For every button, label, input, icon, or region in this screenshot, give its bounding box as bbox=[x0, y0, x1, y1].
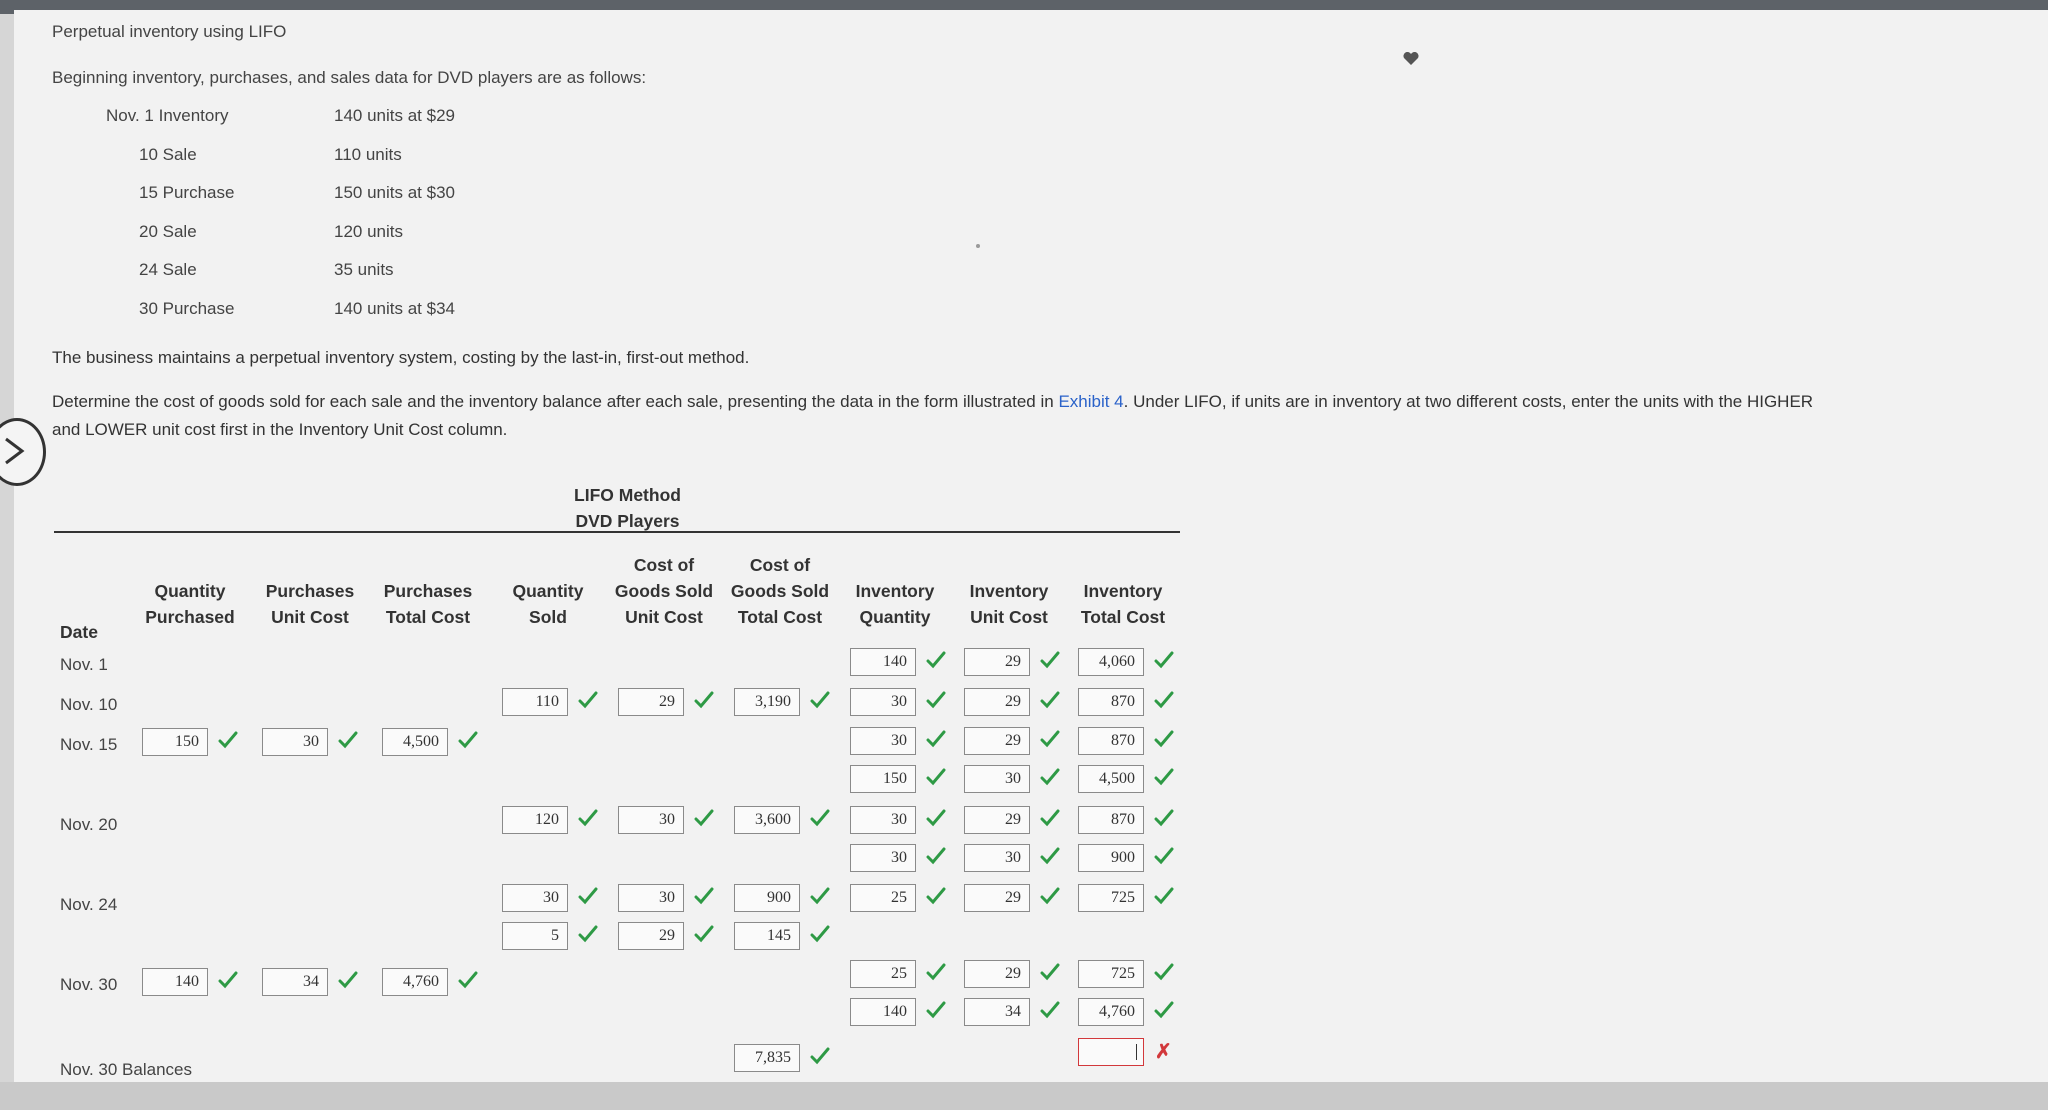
heart-icon bbox=[1402, 52, 1420, 66]
header-inventory-quantity: Inventory Quantity bbox=[855, 581, 935, 627]
data-value: 120 units bbox=[334, 221, 403, 241]
data-value: 150 units at $30 bbox=[334, 183, 455, 202]
nov30-purch-unit-input[interactable]: 34 bbox=[262, 968, 328, 996]
nov20-inv-total-a-input[interactable]: 870 bbox=[1078, 806, 1144, 834]
header-qty-purchased: Quantity Purchased bbox=[145, 581, 235, 627]
check-icon bbox=[926, 1000, 946, 1020]
check-icon bbox=[694, 808, 714, 828]
nov15-purch-total-input[interactable]: 4,500 bbox=[382, 728, 448, 756]
instructions-text: . Under LIFO, if units are in inventory at two different costs, enter the units with the HIGHER bbox=[1123, 392, 1814, 411]
data-label: 10 Sale bbox=[139, 144, 197, 164]
nov30-inv-total-a-input[interactable]: 725 bbox=[1078, 960, 1144, 988]
header-cogs-total-cost: Cost of Goods Sold Total Cost bbox=[730, 555, 830, 627]
check-icon bbox=[694, 924, 714, 944]
nov24-sold-qty-a-input[interactable]: 30 bbox=[502, 884, 568, 912]
nov15-inv-qty-a-input[interactable]: 30 bbox=[850, 727, 916, 755]
header-date: Date bbox=[60, 622, 98, 642]
data-label: 30 Purchase bbox=[139, 298, 235, 318]
check-icon bbox=[1040, 729, 1060, 749]
nov20-inv-qty-a-input[interactable]: 30 bbox=[850, 806, 916, 834]
data-label: 20 Sale bbox=[139, 221, 197, 241]
nov15-inv-unit-a-input[interactable]: 29 bbox=[964, 727, 1030, 755]
bal-cogs-total-input[interactable]: 7,835 bbox=[734, 1044, 800, 1072]
chevron-right-icon bbox=[3, 437, 27, 465]
check-icon bbox=[926, 846, 946, 866]
nov20-inv-unit-b-input[interactable]: 30 bbox=[964, 844, 1030, 872]
row-label-nov15: Nov. 15 bbox=[60, 735, 118, 754]
data-label: 24 Sale bbox=[139, 260, 197, 279]
header-rule bbox=[54, 531, 1180, 533]
nov10-inv-qty-input[interactable]: 30 bbox=[850, 688, 916, 716]
nov15-inv-unit-b-input[interactable]: 30 bbox=[964, 765, 1030, 793]
check-icon bbox=[1040, 808, 1060, 828]
nov30-inv-total-b-input[interactable]: 4,760 bbox=[1078, 998, 1144, 1026]
nov20-cogs-total-input[interactable]: 3,600 bbox=[734, 806, 800, 834]
problem-title: Perpetual inventory using LIFO bbox=[52, 22, 287, 41]
data-value: 110 units bbox=[334, 144, 402, 164]
header-qty-sold: Quantity Sold bbox=[512, 581, 584, 627]
check-icon bbox=[810, 690, 830, 710]
header-inventory-total-cost: Inventory Total Cost bbox=[1080, 581, 1166, 627]
nov20-inv-total-b-input[interactable]: 900 bbox=[1078, 844, 1144, 872]
nov1-inv-unit-input[interactable]: 29 bbox=[964, 648, 1030, 676]
nov30-purch-total-input[interactable]: 4,760 bbox=[382, 968, 448, 996]
row-label-nov10: Nov. 10 bbox=[60, 695, 118, 714]
nov10-cogs-unit-input[interactable]: 29 bbox=[618, 688, 684, 716]
nov24-cogs-unit-a-input[interactable]: 30 bbox=[618, 884, 684, 912]
row-label-nov24: Nov. 24 bbox=[60, 895, 118, 914]
nov24-inv-unit-input[interactable]: 29 bbox=[964, 884, 1030, 912]
nov15-purch-qty-input[interactable]: 150 bbox=[142, 728, 208, 756]
nov24-cogs-total-a-input[interactable]: 900 bbox=[734, 884, 800, 912]
nov30-inv-unit-a-input[interactable]: 29 bbox=[964, 960, 1030, 988]
check-icon bbox=[1154, 886, 1174, 906]
check-icon bbox=[578, 690, 598, 710]
header-inventory-unit-cost: Inventory Unit Cost bbox=[969, 581, 1049, 627]
check-icon bbox=[926, 767, 946, 787]
check-icon bbox=[578, 886, 598, 906]
nov30-inv-unit-b-input[interactable]: 34 bbox=[964, 998, 1030, 1026]
method-title-line-1: LIFO Method bbox=[574, 485, 681, 505]
check-icon bbox=[1040, 1000, 1060, 1020]
check-icon bbox=[218, 730, 238, 750]
nov10-inv-total-input[interactable]: 870 bbox=[1078, 688, 1144, 716]
data-label: Nov. 1 Inventory bbox=[106, 106, 229, 125]
data-value: 140 units at $29 bbox=[334, 106, 455, 125]
intro-text: Beginning inventory, purchases, and sales data for DVD players are as follows: bbox=[52, 68, 647, 87]
check-icon bbox=[810, 1046, 830, 1066]
nov30-purch-qty-input[interactable]: 140 bbox=[142, 968, 208, 996]
nov1-inv-total-input[interactable]: 4,060 bbox=[1078, 648, 1144, 676]
check-icon bbox=[810, 886, 830, 906]
instructions-text: Determine the cost of goods sold for each sale and the inventory balance after each sale, presenting the data in the form illustrated in bbox=[52, 392, 1059, 411]
nov24-inv-total-input[interactable]: 725 bbox=[1078, 884, 1144, 912]
method-title-line-2: DVD Players bbox=[575, 511, 680, 531]
check-icon bbox=[1040, 846, 1060, 866]
nov20-sold-qty-input[interactable]: 120 bbox=[502, 806, 568, 834]
speck bbox=[976, 244, 980, 248]
nov15-inv-total-a-input[interactable]: 870 bbox=[1078, 727, 1144, 755]
nov30-inv-qty-a-input[interactable]: 25 bbox=[850, 960, 916, 988]
nov24-inv-qty-input[interactable]: 25 bbox=[850, 884, 916, 912]
row-label-balances: Nov. 30 Balances bbox=[60, 1060, 192, 1079]
check-icon bbox=[1040, 886, 1060, 906]
system-description: The business maintains a perpetual inventory system, costing by the last-in, first-out method. bbox=[52, 348, 750, 367]
header-cogs-unit-cost: Cost of Goods Sold Unit Cost bbox=[614, 555, 714, 627]
check-icon bbox=[1040, 962, 1060, 982]
nov10-sold-qty-input[interactable]: 110 bbox=[502, 688, 568, 716]
nov15-inv-qty-b-input[interactable]: 150 bbox=[850, 765, 916, 793]
check-icon bbox=[338, 730, 358, 750]
nov24-cogs-unit-b-input[interactable]: 29 bbox=[618, 922, 684, 950]
nov20-cogs-unit-input[interactable]: 30 bbox=[618, 806, 684, 834]
exhibit-4-link[interactable]: Exhibit 4 bbox=[1058, 392, 1124, 411]
text-cursor bbox=[1136, 1044, 1137, 1060]
row-label-nov1: Nov. 1 bbox=[60, 655, 108, 674]
check-icon bbox=[1154, 690, 1174, 710]
row-label-nov30: Nov. 30 bbox=[60, 975, 118, 994]
nov24-cogs-total-b-input[interactable]: 145 bbox=[734, 922, 800, 950]
check-icon bbox=[810, 924, 830, 944]
instructions-line-1 bbox=[52, 392, 1813, 412]
check-icon bbox=[1154, 650, 1174, 670]
check-icon bbox=[458, 730, 478, 750]
problem-sheet bbox=[14, 10, 2048, 1082]
check-icon bbox=[1154, 1000, 1174, 1020]
check-icon bbox=[218, 970, 238, 990]
check-icon bbox=[1040, 690, 1060, 710]
data-value: 140 units at $34 bbox=[334, 298, 455, 318]
nov10-inv-unit-input[interactable]: 29 bbox=[964, 688, 1030, 716]
row-label-nov20: Nov. 20 bbox=[60, 815, 118, 834]
bottom-strip bbox=[0, 1082, 2048, 1110]
nov15-inv-total-b-input[interactable]: 4,500 bbox=[1078, 765, 1144, 793]
check-icon bbox=[926, 729, 946, 749]
check-icon bbox=[926, 808, 946, 828]
nov24-sold-qty-b-input[interactable]: 5 bbox=[502, 922, 568, 950]
nov30-inv-qty-b-input[interactable]: 140 bbox=[850, 998, 916, 1026]
check-icon bbox=[578, 924, 598, 944]
balance-inventory-total-input[interactable] bbox=[1078, 1038, 1144, 1066]
check-icon bbox=[926, 690, 946, 710]
check-icon bbox=[1154, 962, 1174, 982]
nov20-inv-qty-b-input[interactable]: 30 bbox=[850, 844, 916, 872]
check-icon bbox=[926, 650, 946, 670]
check-icon bbox=[1040, 650, 1060, 670]
check-icon bbox=[1154, 767, 1174, 787]
data-value: 35 units bbox=[334, 260, 394, 279]
method-title bbox=[500, 482, 755, 534]
check-icon bbox=[338, 970, 358, 990]
nov1-inv-qty-input[interactable]: 140 bbox=[850, 648, 916, 676]
check-icon bbox=[578, 808, 598, 828]
check-icon bbox=[694, 690, 714, 710]
nov20-inv-unit-a-input[interactable]: 29 bbox=[964, 806, 1030, 834]
header-purchases-total-cost: Purchases Total Cost bbox=[383, 581, 473, 627]
instructions-line-2: and LOWER unit cost first in the Inventory Unit Cost column. bbox=[52, 420, 508, 439]
nov10-cogs-total-input[interactable]: 3,190 bbox=[734, 688, 800, 716]
nov15-purch-unit-input[interactable]: 30 bbox=[262, 728, 328, 756]
check-icon bbox=[1154, 808, 1174, 828]
check-icon bbox=[926, 886, 946, 906]
check-icon bbox=[1154, 846, 1174, 866]
header-purchases-unit-cost: Purchases Unit Cost bbox=[265, 581, 355, 627]
check-icon bbox=[1154, 729, 1174, 749]
check-icon bbox=[694, 886, 714, 906]
check-icon bbox=[1040, 767, 1060, 787]
data-label: 15 Purchase bbox=[139, 183, 235, 202]
check-icon bbox=[458, 970, 478, 990]
incorrect-icon: ✗ bbox=[1155, 1041, 1172, 1063]
check-icon bbox=[810, 808, 830, 828]
check-icon bbox=[926, 962, 946, 982]
